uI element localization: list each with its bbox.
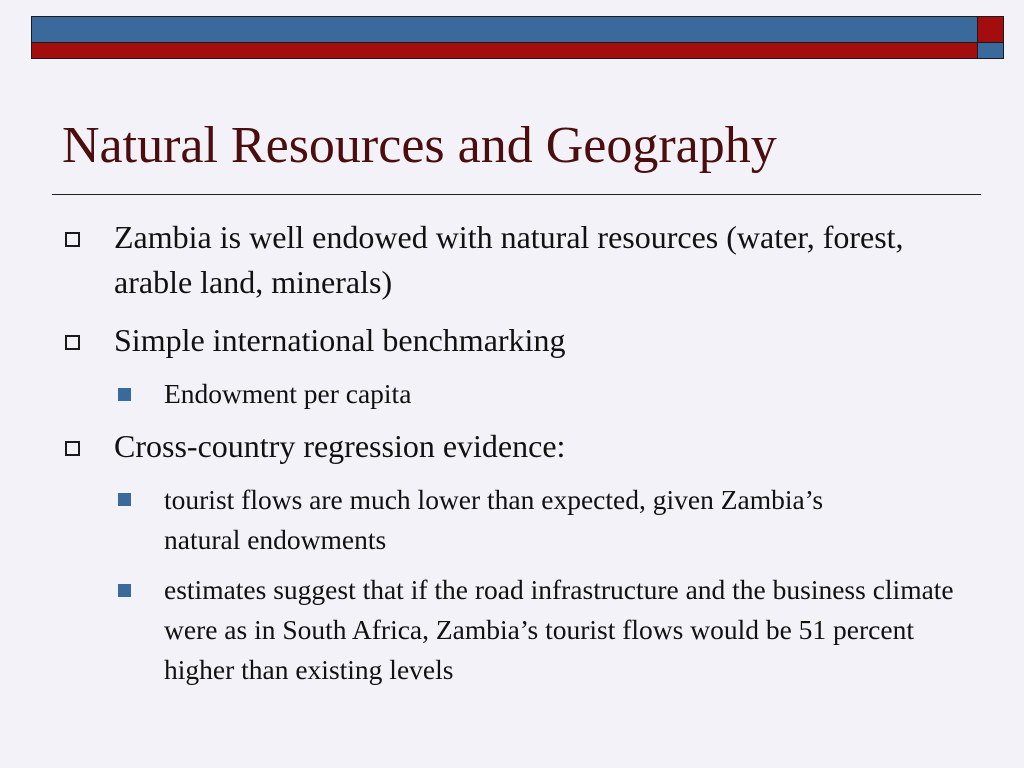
filled-square-icon	[118, 584, 131, 597]
bullet-resources-endowment: Zambia is well endowed with natural resources (water, forest, arable land, minerals)	[114, 219, 904, 300]
title-divider	[52, 194, 981, 195]
header-blue-bar	[31, 16, 978, 43]
filled-square-icon	[118, 493, 131, 506]
sub-bullet-tourist-flows: tourist flows are much lower than expected, given Zambia’s natural endowments	[164, 484, 824, 555]
header-red-bar	[31, 42, 978, 59]
bullet-benchmarking: Simple international benchmarking	[114, 322, 566, 358]
hollow-square-icon	[65, 335, 80, 350]
slide-title: Natural Resources and Geography	[62, 117, 777, 174]
hollow-square-icon	[65, 441, 80, 456]
header-blue-square	[977, 42, 1004, 59]
hollow-square-icon	[65, 232, 80, 247]
bullet-regression-evidence: Cross-country regression evidence:	[114, 428, 566, 464]
filled-square-icon	[118, 388, 131, 401]
header-red-square	[977, 16, 1004, 43]
sub-bullet-endowment-per-capita: Endowment per capita	[164, 378, 412, 409]
sub-bullet-estimates: estimates suggest that if the road infrastructure and the business climate were as in South Africa, Zambia’s tourist flows would be 51 percent higher than existing levels	[164, 574, 954, 685]
